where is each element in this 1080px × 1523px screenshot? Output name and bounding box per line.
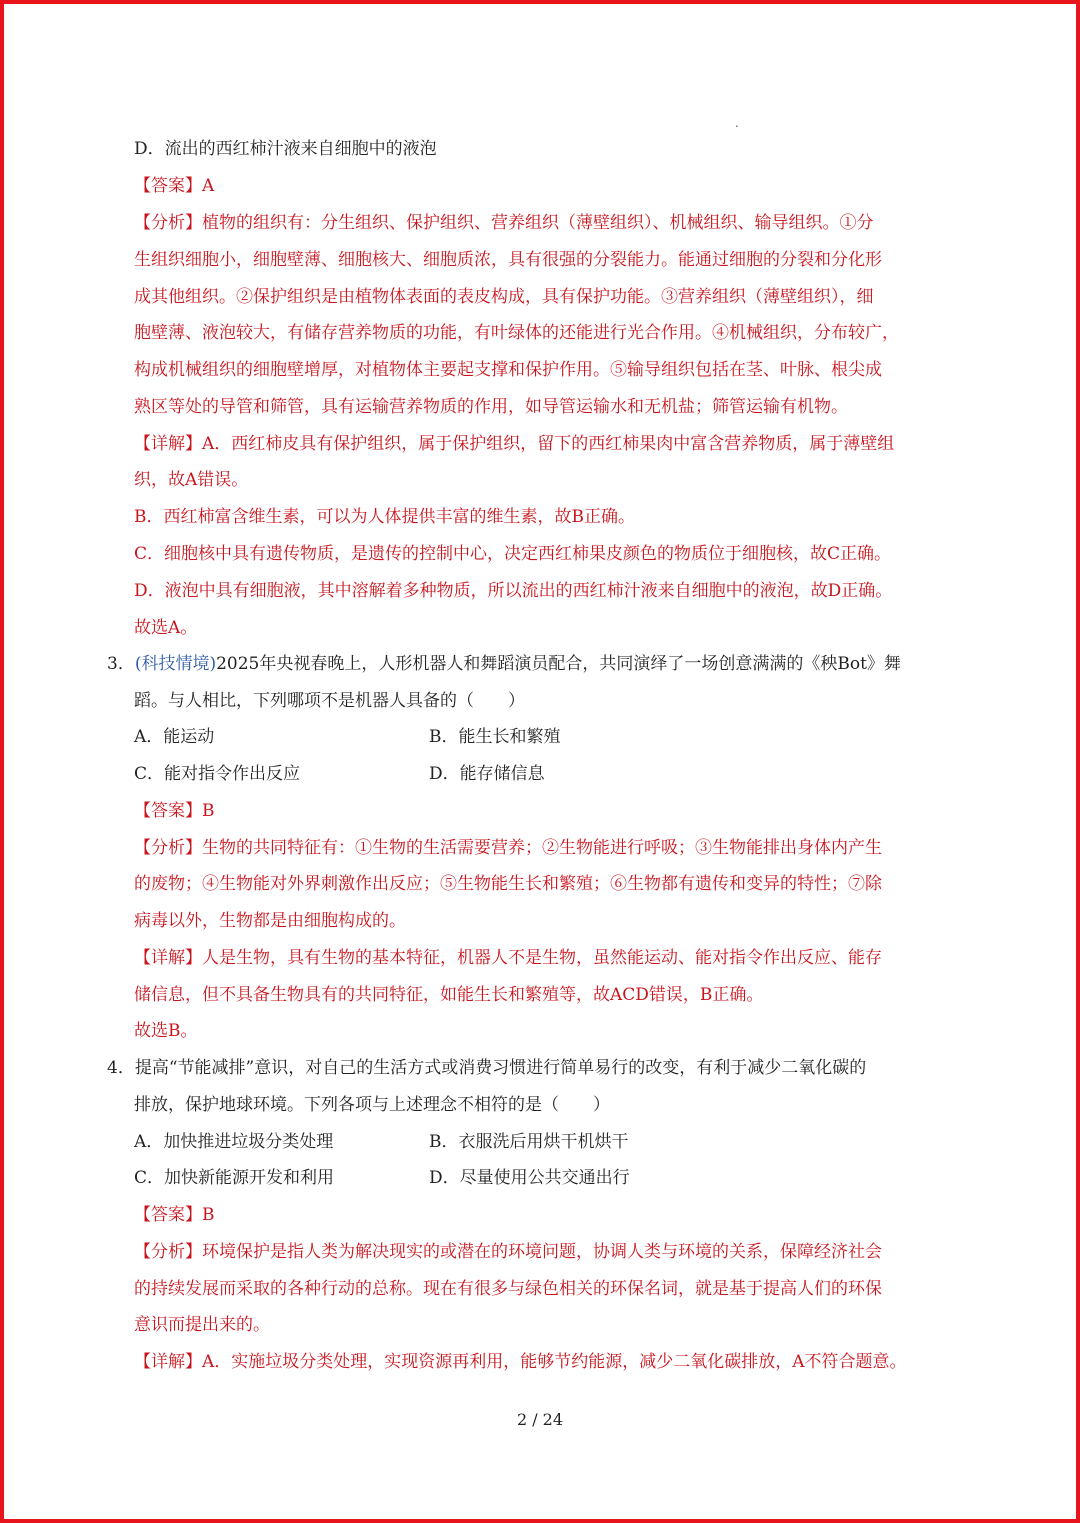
q3-context-tag: (科技情境) bbox=[134, 654, 217, 674]
q3-option-c: C．能对指令作出反应 bbox=[134, 764, 301, 784]
q4-detail-line-1: 【详解】A．实施垃圾分类处理，实现资源再利用，能够节约能源，减少二氧化碳排放，A不符合题意。 bbox=[134, 1352, 907, 1372]
q2-detail-line-2: 织，故A错误。 bbox=[134, 470, 249, 490]
q3-detail-line-1: 【详解】人是生物，具有生物的基本特征，机器人不是生物，虽然能运动、能对指令作出反应、能存 bbox=[134, 948, 882, 968]
q2-analysis-line-6: 熟区等处的导管和筛管，具有运输营养物质的作用，如导管运输水和无机盐；筛管运输有机物。 bbox=[134, 397, 848, 417]
q4-answer: 【答案】B bbox=[134, 1205, 215, 1225]
q3-option-a: A．能运动 bbox=[134, 727, 215, 747]
q3-analysis-line-3: 病毒以外，生物都是由细胞构成的。 bbox=[134, 911, 406, 931]
top-mark: . bbox=[735, 116, 739, 130]
q3-option-b: B．能生长和繁殖 bbox=[429, 727, 561, 747]
q2-detail-tag: 【详解】 bbox=[134, 434, 202, 454]
page-number-footer: 2 / 24 bbox=[516, 1410, 564, 1429]
q3-stem-line-1: 3．(科技情境)2025年央视春晚上，人形机器人和舞蹈演员配合，共同演绎了一场创意满满的《秧Bot》舞 bbox=[107, 654, 901, 674]
q3-analysis-tag: 【分析】 bbox=[134, 838, 202, 858]
q4-stem-line-1: 4．提高“节能减排”意识，对自己的生活方式或消费习惯进行简单易行的改变，有利于减少二氧化碳的 bbox=[107, 1058, 867, 1078]
q4-analysis-line-1: 【分析】环境保护是指人类为解决现实的或潜在的环境问题，协调人类与环境的关系，保障经济社会 bbox=[134, 1242, 882, 1262]
q4-analysis-line-3: 意识而提出来的。 bbox=[134, 1315, 270, 1335]
q3-detail-line-2: 储信息，但不具备生物具有的共同特征，如能生长和繁殖等，故ACD错误，B正确。 bbox=[134, 985, 764, 1005]
q2-detail-line-6: 故选A。 bbox=[134, 618, 198, 638]
q3-analysis-line-2: 的废物；④生物能对外界刺激作出反应；⑤生物能生长和繁殖；⑥生物都有遗传和变异的特性；⑦除 bbox=[134, 874, 882, 894]
q4-detail-tag: 【详解】 bbox=[134, 1352, 202, 1372]
q2-analysis-line-4: 胞壁薄、液泡较大，有储存营养物质的功能，有叶绿体的还能进行光合作用。④机械组织，分布较广， bbox=[134, 323, 899, 343]
q2-detail-line-5: D．液泡中具有细胞液，其中溶解着多种物质，所以流出的西红柿汁液来自细胞中的液泡，故D正确。 bbox=[134, 581, 893, 601]
q4-option-a: A．加快推进垃圾分类处理 bbox=[134, 1132, 334, 1152]
q2-detail-line-1: 【详解】A．西红柿皮具有保护组织，属于保护组织，留下的西红柿果肉中富含营养物质，属于薄壁组 bbox=[134, 434, 895, 454]
q2-analysis-line-3: 成其他组织。②保护组织是由植物体表面的表皮构成，具有保护功能。③营养组织（薄壁组织），细 bbox=[134, 287, 874, 307]
q2-analysis-line-1: 【分析】植物的组织有：分生组织、保护组织、营养组织（薄壁组织）、机械组织、输导组织。①分 bbox=[134, 213, 874, 233]
q2-analysis-line-5: 构成机械组织的细胞壁增厚，对植物体主要起支撑和保护作用。⑤输导组织包括在茎、叶脉、根尖成 bbox=[134, 360, 882, 380]
q2-answer: 【答案】A bbox=[134, 176, 215, 196]
q4-option-c: C．加快新能源开发和利用 bbox=[134, 1168, 335, 1188]
q2-analysis-line-2: 生组织细胞小，细胞壁薄、细胞核大、细胞质浓，具有很强的分裂能力。能通过细胞的分裂和分化形 bbox=[134, 250, 882, 270]
q4-analysis-tag: 【分析】 bbox=[134, 1242, 202, 1262]
q3-detail-tag: 【详解】 bbox=[134, 948, 202, 968]
q4-stem-line-2: 排放，保护地球环境。下列各项与上述理念不相符的是（ ） bbox=[134, 1095, 610, 1115]
q3-analysis-line-1: 【分析】生物的共同特征有：①生物的生活需要营养；②生物能进行呼吸；③生物能排出身体内产生 bbox=[134, 838, 882, 858]
q2-detail-line-3: B．西红柿富含维生素，可以为人体提供丰富的维生素，故B正确。 bbox=[134, 507, 635, 527]
q2-option-d: D．流出的西红柿汁液来自细胞中的液泡 bbox=[134, 139, 437, 159]
q2-analysis-tag: 【分析】 bbox=[134, 213, 202, 233]
q3-number: 3． bbox=[107, 654, 135, 674]
q4-number: 4． bbox=[107, 1058, 135, 1078]
q3-stem-line-2: 蹈。与人相比，下列哪项不是机器人具备的（ ） bbox=[134, 691, 525, 711]
q4-option-b: B．衣服洗后用烘干机烘干 bbox=[429, 1132, 629, 1152]
q4-option-d: D．尽量使用公共交通出行 bbox=[429, 1168, 630, 1188]
q3-detail-line-3: 故选B。 bbox=[134, 1021, 198, 1041]
q4-analysis-line-2: 的持续发展而采取的各种行动的总称。现在有很多与绿色相关的环保名词，就是基于提高人们的环保 bbox=[134, 1279, 882, 1299]
q3-option-d: D．能存储信息 bbox=[429, 764, 545, 784]
q2-detail-line-4: C．细胞核中具有遗传物质，是遗传的控制中心，决定西红柿果皮颜色的物质位于细胞核，故C正确。 bbox=[134, 544, 892, 564]
q3-answer: 【答案】B bbox=[134, 801, 215, 821]
